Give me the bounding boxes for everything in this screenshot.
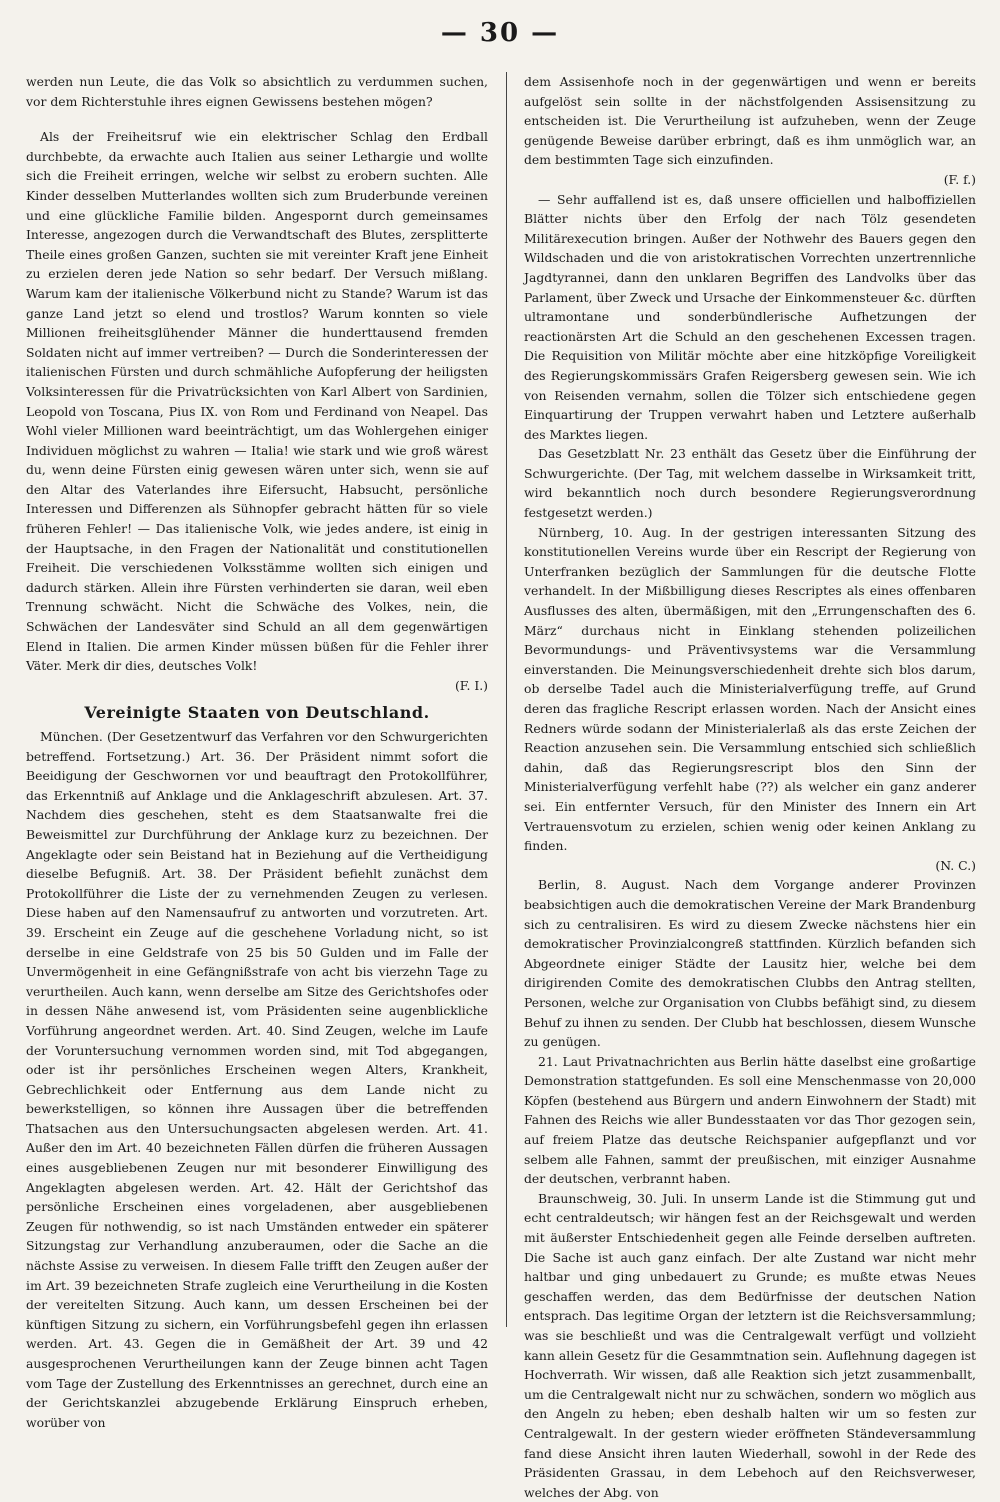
article-paragraph: Berlin, 8. August. Nach dem Vorgange anderer Provinzen beabsichtigen auch die demokratischen Vereine der Mark Brandenburg sich zu centralisiren. Es wird zu diesem Zwecke nächstens hier ein demokratischer Provinzialcongreß stattfinden. Kürzlich befanden sich Abgeordnete einiger Städte der Lausitz hier, welche bei dem dirigirenden Comite des demokratischen Clubbs den Antrag stellten, Personen, welche zur Organisation von Clubbs befähigt sind, zu diesem Behuf zu ihnen zu senden. Der Clubb hat beschlossen, diesem Wunsche zu genügen. (524, 877, 976, 1050)
column-divider (506, 72, 507, 1327)
article-paragraph: werden nun Leute, die das Volk so absichtlich zu verdummen suchen, vor dem Richterstuhle ihres eignen Gewissens bestehen mögen? (26, 74, 488, 109)
article-signature: (F. f.) (943, 171, 976, 187)
paragraph-gap (26, 111, 488, 127)
article-paragraph: Das Gesetzblatt Nr. 23 enthält das Gesetz über die Einführung der Schwurgerichte. (Der Tag, mit welchem dasselbe in Wirksamkeit tritt, wird bekanntlich noch durch besondere Regierungsverordnung festgesetzt werden.) (524, 446, 976, 521)
article-paragraph: 21. Laut Privatnachrichten aus Berlin hätte daselbst eine großartige Demonstration stattgefunden. Es soll eine Menschenmasse von 20,000 Köpfen (bestehend aus Bürgern und andern Einwohnern der Stadt) mit Fahnen des Reichs wie aller Bundesstaaten vor das Thor gezogen sein, auf freiem Platze das deutsche Reichspanier aufgepflanzt und vor selbem alle Fahnen, sammt der preußischen, mit einziger Ausnahme der deutschen, verbrannt haben. (524, 1053, 976, 1187)
article-paragraph: München. (Der Gesetzentwurf das Verfahren vor den Schwurgerichten betreffend. Fortsetzung.) Art. 36. Der Präsident nimmt sofort die Beeidigung der Geschwornen vor und beauftragt den Protokollführer, das Erkenntniß auf Anklage und die Anklageschrift abzulesen. Art. 37. Nachdem dies geschehen, steht es dem Staatsanwalte frei die Beweismittel zur Durchführung der Anklage kurz zu bezeichnen. Der Angeklagte oder sein Beistand hat in Beziehung auf die Vertheidigung dieselbe Befugniß. Art. 38. Der Präsident befiehlt zunächst dem Protokollführer die Liste der zu vernehmenden Zeugen zu verlesen. Diese haben auf den Namensaufruf zu antworten und vorzutreten. Art. 39. Erscheint ein Zeuge auf die geschehene Vorladung nicht, so ist derselbe in eine Geldstrafe von 25 bis 50 Gulden und im Falle der Unvermögenheit in eine Gefängnißstrafe von acht bis vierzehn Tage zu verurtheilen. Auch kann, wenn derselbe am Sitze des Gerichtshofes oder in dessen Nähe anwesend ist, vom Präsidenten seine augenblickliche Vorführung angeordnet werden. Art. 40. Sind Zeugen, welche im Laufe der Voruntersuchung vernommen worden sind, mit Tod abgegangen, oder ist ihr persönliches Erscheinen wegen Alters, Krankheit, Gebrechlichkeit oder Entfernung aus dem Lande nicht zu bewerkstelligen, so können ihre Aussagen über die betreffenden Thatsachen aus den Untersuchungsacten abgelesen werden. Art. 41. Außer den im Art. 40 bezeichneten Fällen dürfen die früheren Aussagen eines ausgebliebenen Zeugen nur mit besonderer Einwilligung des Angeklagten abgelesen werden. Art. 42. Hält der Gerichtshof das persönliche Erscheinen eines vorgeladenen, aber ausgebliebenen Zeugen für nothwendig, so ist nach Umständen entweder ein späterer Sitzungstag zur Verhandlung anzuberaumen, oder die Sache an die nächste Assise zu verweisen. In diesem Falle trifft den Zeugen außer der im Art. 39 bezeichneten Strafe zugleich eine Verurtheilung in die Kosten der vereitelten Sitzung. Auch kann, um dessen Erscheinen bei der künftigen Sitzung zu sichern, ein Vorführungsbefehl gegen ihn erlassen werden. Art. 43. Gegen die in Gemäßheit der Art. 39 und 42 ausgesprochenen Verurtheilungen kann der Zeuge binnen acht Tagen vom Tage der Zustellung des Erkenntnisses an gerechnet, durch eine an der Gerichtskanzlei abzugebende Erklärung Einspruch erheben, worüber von (26, 729, 488, 1430)
article-paragraph: Als der Freiheitsruf wie ein elektrischer Schlag den Erdball durchbebte, da erwachte auch Italien aus seiner Lethargie und wollte sich die Freiheit erringen, welche wir selbst zu erobern suchten. Alle Kinder desselben Mutterlandes wollten sich zum Bruderbunde vereinen und eine glückliche Familie bilden. Angespornt durch gemeinsames Interesse, angezogen durch die Verwandtschaft des Blutes, zersplitterte Theile eines großen Ganzen, suchten sie mit vereinter Kraft jene Einheit zu erzielen deren jede Nation so sehr bedarf. Der Versuch mißlang. Warum kam der italienische Völkerbund nicht zu Stande? Warum ist das ganze Land jetzt so elend und trostlos? Warum konnten so viele Millionen freiheitsglühender Männer die hunderttausend fremden Soldaten nicht auf immer vertreiben? — Durch die Sonderinteressen der italienischen Fürsten und durch schmähliche Aufopferung der heiligsten Volksinteressen für die Privatrücksichten von Karl Albert von Sardinien, Leopold von Toscana, Pius IX. von Rom und Ferdinand von Neapel. Das Wohl vieler Millionen ward beeinträchtigt, um das Wohlergehen einiger Individuen möglichst zu wahren — Italia! wie stark und wie groß wärest du, wenn deine Fürsten einig gewesen wären unter sich, wenn sie auf den Altar des Vaterlandes ihre Eifersucht, Habsucht, persönliche Interessen und Differenzen als Sühnopfer gebracht hätten für so viele früheren Fehler! — Das italienische Volk, wie jedes andere, ist einig in der Hauptsache, in den Fragen der Nationalität und constitutionellen Freiheit. Die verschiedenen Volksstämme wollten sich einigen und dadurch stärken. Allein ihre Fürsten verhinderten sie daran, weil eben Trennung schwächt. Nicht die Schwäche des Volkes, nein, die Schwächen der Landesväter sind Schuld an all dem gegenwärtigen Elend in Italien. Die armen Kinder müssen büßen für die Fehler ihrer Väter. Merk dir dies, deutsches Volk! (26, 129, 488, 674)
article-signature: (N. C.) (935, 857, 976, 873)
article-signature: (F. I.) (454, 677, 488, 693)
section-heading: Vereinigte Staaten von Deutschland. (84, 703, 430, 723)
article-paragraph: — Sehr auffallend ist es, daß unsere officiellen und halboffiziellen Blätter nichts über den Erfolg der nach Tölz gesendeten Militärexecution bringen. Außer der Nothwehr des Bauers gegen den Wildschaden und die von aristokratischen Vorrechten unzertrennliche Jagdtyrannei, dann den unklaren Begriffen des Landvolks über das Parlament, über Zweck und Ursache der Einkommensteuer &c. dürften ultramontane und sonderbündlerische Aufhetzungen der reactionärsten Art die Schuld an den geschehenen Excessen tragen. Die Requisition von Militär möchte aber eine hitzköpfige Voreiligkeit des Regierungskommissärs Grafen Reigersberg gewesen sein. Wie ich von Reisenden vernahm, sollen die Tölzer sich entschiedene gegen Einquartirung der Truppen verwahrt haben und Letztere außerhalb des Marktes liegen. (524, 191, 976, 442)
right-column (524, 72, 976, 1500)
article-paragraph: dem Assisenhofe noch in der gegenwärtigen und wenn er bereits aufgelöst sein sollte in der nächstfolgenden Assisensitzung zu entscheiden ist. Die Verurtheilung ist aufzuheben, wenn der Zeuge genügende Beweise darüber erbringt, daß es ihm unmöglich war, an dem bestimmten Tage sich einzufinden. (524, 74, 976, 168)
article-paragraph: Nürnberg, 10. Aug. In der gestrigen interessanten Sitzung des konstitutionellen Vereins wurde über ein Rescript der Regierung von Unterfranken bezüglich der Sammlungen für die deutsche Flotte verhandelt. In der Mißbilligung dieses Rescriptes als eines offenbaren Ausflusses des alten, übermäßigen, mit den „Errungenschaften des 6. März“ durchaus nicht in Einklang stehenden polizeilichen Bevormundungs- und Präventivsystems war die Versammlung einverstanden. Die Meinungsverschiedenheit drehte sich blos darum, ob derselbe Tadel auch die Ministerialverfügung treffe, auf Grund deren das fragliche Rescript erlassen worden. Nach der Ansicht eines Redners würde sodann der Ministerialerlaß als das erste Zeichen der Reaction anzusehen sein. Die Versammlung entschied sich schließlich dahin, daß das Regierungsrescript blos den Sinn der Ministerialverfügung verfehlt habe (??) als welcher ein ganz anderer sei. Ein entfernter Versuch, für den Minister des Innern ein Art Vertrauensvotum zu erzielen, schien wenig oder keinen Anklang zu finden. (524, 524, 976, 854)
page-number: — 30 — (440, 18, 560, 48)
left-column (26, 72, 488, 1430)
article-paragraph: Braunschweig, 30. Juli. In unserm Lande ist die Stimmung gut und echt centraldeutsch; wir hängen fest an der Reichsgewalt und werden mit äußerster Entschiedenheit gegen alle Feinde derselben auftreten. Die Sache ist auch ganz einfach. Der alte Zustand war nicht mehr haltbar und ging unbedauert zu Grunde; es mußte etwas Neues geschaffen werden, das dem Bedürfnisse der deutschen Nation entsprach. Das legitime Organ der letztern ist die Reichsversammlung; was sie beschließt und was die Centralgewalt verfügt und vollzieht kann allein Gesetz für die Gesammtnation sein. Auflehnung dagegen ist Hochverrath. Wir wissen, daß alle Reaktion sich jetzt zusammenballt, um die Centralgewalt nicht nur zu schwächen, sondern wo möglich aus den Angeln zu heben; eben deshalb halten wir um so festen zur Centralgewalt. In der gestern wieder eröffneten Ständeversammlung fand diese Ansicht ihren lauten Wiederhall, sowohl in der Rede des Präsidenten Grassau, in dem Lebehoch auf den Reichsverweser, welches der Abg. von (524, 1190, 976, 1500)
